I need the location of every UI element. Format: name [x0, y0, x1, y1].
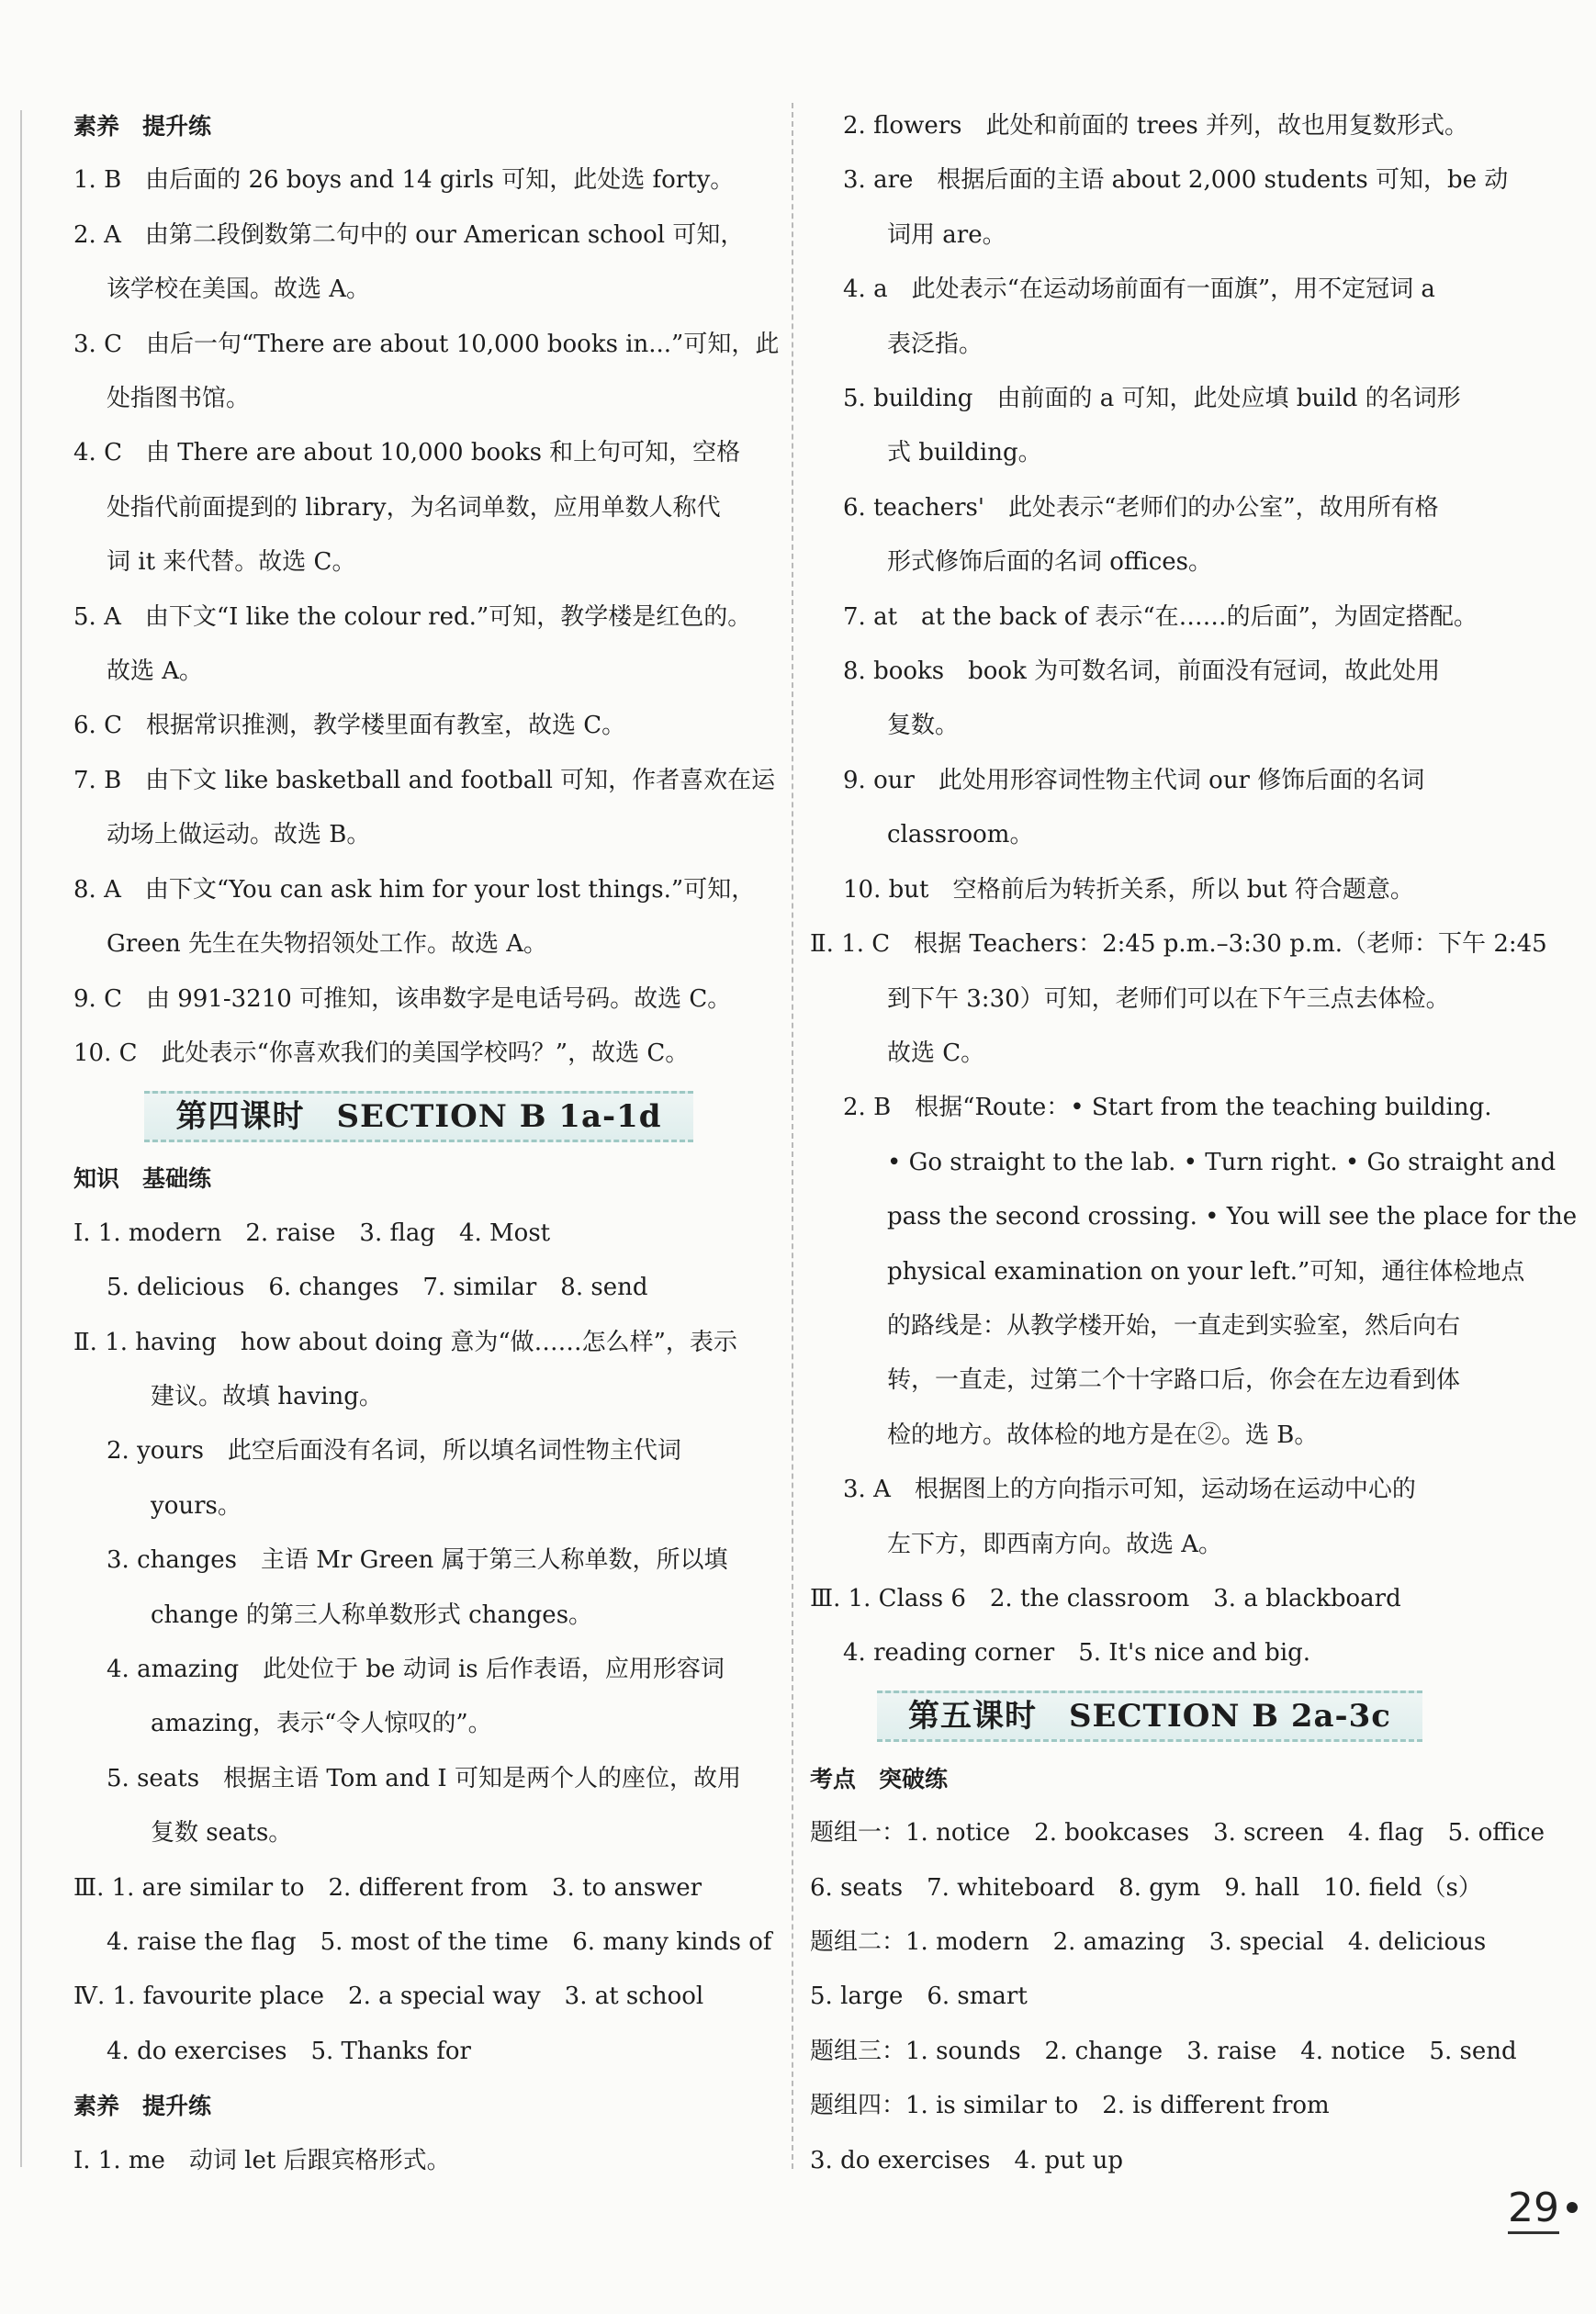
- answer-line: • Go straight to the lab. • Turn right. • Go straight and: [887, 1148, 1557, 1176]
- section-heading: 素养 提升练: [73, 2093, 212, 2120]
- answer-line: 动场上做运动。故选 B。: [107, 821, 371, 849]
- answer-line: 9. our 此处用形容词性物主代词 our 修饰后面的名词: [843, 766, 1425, 794]
- answer-line: 4. amazing 此处位于 be 动词 is 后作表语，应用形容词: [107, 1655, 725, 1683]
- answer-line: 复数 seats。: [151, 1819, 293, 1848]
- answer-line: 3. changes 主语 Mr Green 属于第三人称单数，所以填: [107, 1546, 728, 1575]
- answer-line: 的路线是：从教学楼开始，一直走到实验室，然后向右: [887, 1311, 1461, 1340]
- answer-line: amazing，表示“令人惊叹的”。: [151, 1710, 492, 1738]
- answer-line: Ⅳ. 1. favourite place 2. a special way 3. at school: [73, 1983, 704, 2011]
- answer-line: 1. B 由后面的 26 boys and 14 girls 可知，此处选 forty。: [73, 166, 735, 195]
- answer-line: 10. C 此处表示“你喜欢我们的美国学校吗？”，故选 C。: [73, 1039, 690, 1067]
- answer-line: 4. a 此处表示“在运动场前面有一面旗”，用不定冠词 a: [843, 275, 1435, 304]
- answer-line: 到下午 3:30）可知，老师们可以在下午三点去体检。: [887, 984, 1450, 1013]
- answer-line: 5. building 由前面的 a 可知，此处应填 build 的名词形: [843, 385, 1461, 413]
- answer-line: 6. seats 7. whiteboard 8. gym 9. hall 10. field（s）: [810, 1873, 1482, 1902]
- column-divider: [792, 103, 793, 2169]
- answer-line: 复数。: [887, 712, 960, 740]
- page-number: 29: [1508, 2185, 1559, 2234]
- section-heading: 考点 突破练: [810, 1765, 949, 1792]
- answer-line: 4. reading corner 5. It's nice and big.: [843, 1639, 1311, 1668]
- answer-line: pass the second crossing. • You will see the place for the: [887, 1203, 1578, 1231]
- answer-line: 题组二：1. modern 2. amazing 3. special 4. delicious: [810, 1928, 1487, 1956]
- answer-line: 9. C 由 991-3210 可推知，该串数字是电话号码。故选 C。: [73, 984, 732, 1013]
- answer-line: yours。: [151, 1491, 242, 1520]
- section-title: 第五课时 SECTION B 2a-3c: [877, 1691, 1422, 1742]
- answer-line: 题组一：1. notice 2. bookcases 3. screen 4. flag 5. office: [810, 1819, 1545, 1848]
- answer-line: 4. raise the flag 5. most of the time 6. many kinds of: [107, 1928, 772, 1956]
- section-banner: [810, 1681, 1489, 1752]
- answer-line: Ⅱ. 1. C 根据 Teachers：2:45 p.m.–3:30 p.m.（老师：下午 2:45: [810, 930, 1547, 959]
- section-heading: 素养 提升练: [73, 113, 212, 140]
- answer-line: 6. teachers' 此处表示“老师们的办公室”，故用所有格: [843, 493, 1439, 522]
- section-heading: 知识 基础练: [73, 1165, 212, 1193]
- answer-line: 8. books book 为可数名词，前面没有冠词，故此处用: [843, 657, 1441, 686]
- answer-line: 2. yours 此空后面没有名词，所以填名词性物主代词: [107, 1437, 681, 1466]
- answer-line: 题组四：1. is similar to 2. is different from: [810, 2092, 1330, 2120]
- answer-line: 5. large 6. smart: [810, 1983, 1028, 2011]
- answer-line: 建议。故填 having。: [151, 1382, 383, 1410]
- answer-line: 8. A 由下文“You can ask him for your lost things.”可知，: [73, 875, 756, 904]
- answer-line: 故选 A。: [107, 657, 204, 686]
- answer-line: 2. B 根据“Route：• Start from the teaching building.: [843, 1094, 1492, 1122]
- answer-line: 6. C 根据常识推测，教学楼里面有教室，故选 C。: [73, 712, 626, 740]
- answer-line: Ⅰ. 1. modern 2. raise 3. flag 4. Most: [73, 1219, 551, 1247]
- answer-line: 该学校在美国。故选 A。: [107, 275, 371, 304]
- left-margin-rule: [20, 110, 22, 2167]
- answer-line: 10. but 空格前后为转折关系，所以 but 符合题意。: [843, 875, 1414, 904]
- answer-line: 3. C 由后一句“There are about 10,000 books in...”可知，此: [73, 330, 780, 358]
- answer-line: classroom。: [887, 821, 1034, 849]
- answer-line: change 的第三人称单数形式 changes。: [151, 1601, 593, 1629]
- section-banner: [73, 1081, 764, 1151]
- answer-line: 7. at at the back of 表示“在……的后面”，为固定搭配。: [843, 602, 1478, 631]
- right-column: [810, 99, 1578, 2188]
- answer-line: 表泛指。: [887, 330, 983, 358]
- answer-line: 4. C 由 There are about 10,000 books 和上句可知，空格: [73, 439, 741, 467]
- answer-line: Ⅰ. 1. me 动词 let 后跟宾格形式。: [73, 2146, 451, 2174]
- answer-line: 形式修饰后面的名词 offices。: [887, 548, 1212, 577]
- section-title: 第四课时 SECTION B 1a-1d: [144, 1091, 692, 1142]
- answer-line: physical examination on your left.”可知，通往体检地点: [887, 1257, 1525, 1286]
- answer-line: 3. A 根据图上的方向指示可知，运动场在运动中心的: [843, 1476, 1416, 1504]
- answer-line: 处指图书馆。: [107, 385, 251, 413]
- answer-line: 词用 are。: [887, 220, 1006, 249]
- answer-line: 故选 C。: [887, 1039, 985, 1067]
- answer-line: 5. seats 根据主语 Tom and I 可知是两个人的座位，故用: [107, 1764, 741, 1792]
- answer-line: 检的地方。故体检的地方是在②。选 B。: [887, 1421, 1319, 1449]
- answer-line: Ⅲ. 1. are similar to 2. different from 3. to answer: [73, 1873, 702, 1902]
- answer-line: 转，一直走，过第二个十字路口后，你会在左边看到体: [887, 1366, 1461, 1395]
- answer-line: Ⅲ. 1. Class 6 2. the classroom 3. a blackboard: [810, 1584, 1401, 1612]
- answer-line: 3. do exercises 4. put up: [810, 2146, 1124, 2174]
- answer-line: 题组三：1. sounds 2. change 3. raise 4. notice 5. send: [810, 2037, 1517, 2065]
- answer-line: Ⅱ. 1. having how about doing 意为“做……怎么样”，表示: [73, 1328, 737, 1356]
- answer-line: Green 先生在失物招领处工作。故选 A。: [107, 930, 548, 959]
- answer-line: 处指代前面提到的 library，为名词单数，应用单数人称代: [107, 493, 721, 522]
- answer-line: 5. A 由下文“I like the colour red.”可知，教学楼是红色的。: [73, 602, 752, 631]
- answer-line: 4. do exercises 5. Thanks for: [107, 2037, 471, 2065]
- answer-line: 2. A 由第二段倒数第二句中的 our American school 可知，: [73, 220, 745, 249]
- left-column: [73, 99, 780, 2188]
- answer-line: 2. flowers 此处和前面的 trees 并列，故也用复数形式。: [843, 112, 1469, 140]
- answer-line: 词 it 来代替。故选 C。: [107, 548, 356, 577]
- answer-line: 左下方，即西南方向。故选 A。: [887, 1530, 1223, 1558]
- page-number-dot: [1567, 2202, 1578, 2213]
- answer-line: 3. are 根据后面的主语 about 2,000 students 可知，be 动: [843, 166, 1509, 195]
- answer-line: 式 building。: [887, 439, 1042, 467]
- answer-line: 5. delicious 6. changes 7. similar 8. send: [107, 1274, 648, 1302]
- answer-line: 7. B 由下文 like basketball and football 可知，作者喜欢在运: [73, 766, 776, 794]
